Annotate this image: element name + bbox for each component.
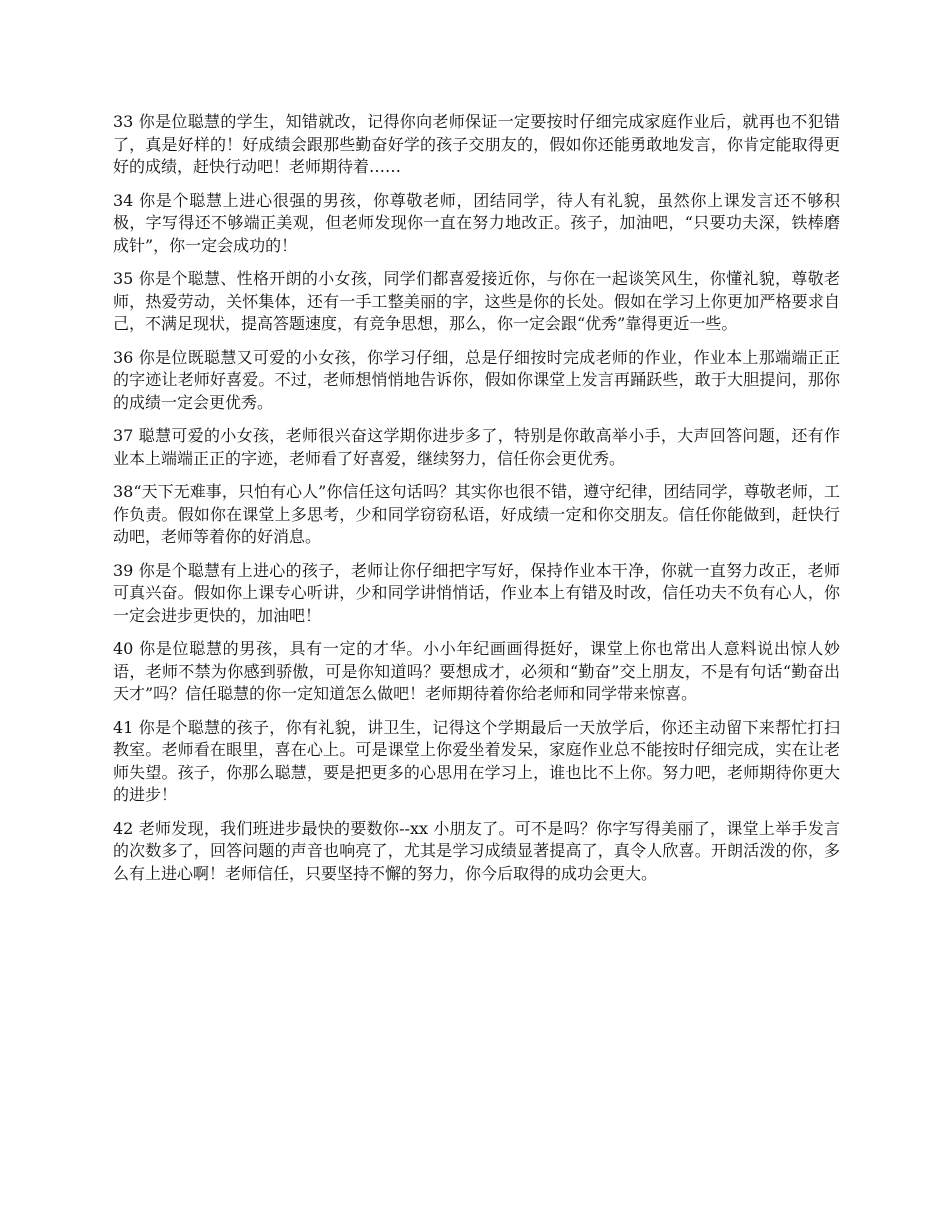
document-page (113, 111, 840, 896)
comment-paragraph-42: 42 老师发现，我们班进步最快的要数你--xx 小朋友了。可不是吗？你字写得美丽了，课堂上举手发言的次数多了，回答问题的声音也响亮了，尤其是学习成绩显著提高了，真令人欣喜。开朗活泼的你，多么有上进心啊！老师信任，只要坚持不懈的努力，你今后取得的成功会更大。 (113, 818, 840, 883)
comment-paragraph-41: 41 你是个聪慧的孩子，你有礼貌，讲卫生，记得这个学期最后一天放学后，你还主动留下来帮忙打扫教室。老师看在眼里，喜在心上。可是课堂上你爱坐着发呆，家庭作业总不能按时仔细完成，实在让老师失望。孩子，你那么聪慧，要是把更多的心思用在学习上，谁也比不上你。努力吧，老师期待你更大的进步！ (113, 717, 840, 804)
comment-paragraph-37: 37 聪慧可爱的小女孩，老师很兴奋这学期你进步多了，特别是你敢高举小手，大声回答问题，还有作业本上端端正正的字迹，老师看了好喜爱，继续努力，信任你会更优秀。 (113, 426, 840, 468)
comment-paragraph-34: 34 你是个聪慧上进心很强的男孩，你尊敬老师，团结同学，待人有礼貌，虽然你上课发言还不够积极，字写得还不够端正美观，但老师发现你一直在努力地改正。孩子，加油吧，“只要功夫深，铁棒磨成针”，你一定会成功的！ (113, 190, 840, 255)
comment-paragraph-36: 36 你是位既聪慧又可爱的小女孩，你学习仔细，总是仔细按时完成老师的作业，作业本上那端端正正的字迹让老师好喜爱。不过，老师想悄悄地告诉你，假如你课堂上发言再踊跃些，敢于大胆提问，那你的成绩一定会更优秀。 (113, 347, 840, 412)
comment-paragraph-35: 35 你是个聪慧、性格开朗的小女孩，同学们都喜爱接近你，与你在一起谈笑风生，你懂礼貌，尊敬老师，热爱劳动，关怀集体，还有一手工整美丽的字，这些是你的长处。假如在学习上你更加严格要求自己，不满足现状，提高答题速度，有竞争思想，那么，你一定会跟“优秀”靠得更近一些。 (113, 269, 840, 333)
comment-paragraph-33: 33 你是位聪慧的学生，知错就改，记得你向老师保证一定要按时仔细完成家庭作业后，就再也不犯错了，真是好样的！好成绩会跟那些勤奋好学的孩子交朋友的，假如你还能勇敢地发言，你肯定能取得更好的成绩，赶快行动吧！老师期待着…… (113, 112, 840, 176)
comment-paragraph-38: 38“天下无难事，只怕有心人”你信任这句话吗？其实你也很不错，遵守纪律，团结同学，尊敬老师，工作负责。假如你在课堂上多思考，少和同学窃窃私语，好成绩一定和你交朋友。信任你能做到，赶快行动吧，老师等着你的好消息。 (113, 482, 840, 546)
comment-paragraph-39: 39 你是个聪慧有上进心的孩子，老师让你仔细把字写好，保持作业本干净，你就一直努力改正，老师可真兴奋。假如你上课专心听讲，少和同学讲悄悄话，作业本上有错及时改，信任功夫不负有心人，你一定会进步更快的，加油吧！ (113, 560, 840, 625)
comment-paragraph-40: 40 你是位聪慧的男孩，具有一定的才华。小小年纪画画得挺好，课堂上你也常出人意料说出惊人妙语，老师不禁为你感到骄傲，可是你知道吗？要想成才，必须和“勤奋”交上朋友，不是有句话“勤奋出天才”吗？信任聪慧的你一定知道怎么做吧！老师期待着你给老师和同学带来惊喜。 (113, 639, 840, 703)
